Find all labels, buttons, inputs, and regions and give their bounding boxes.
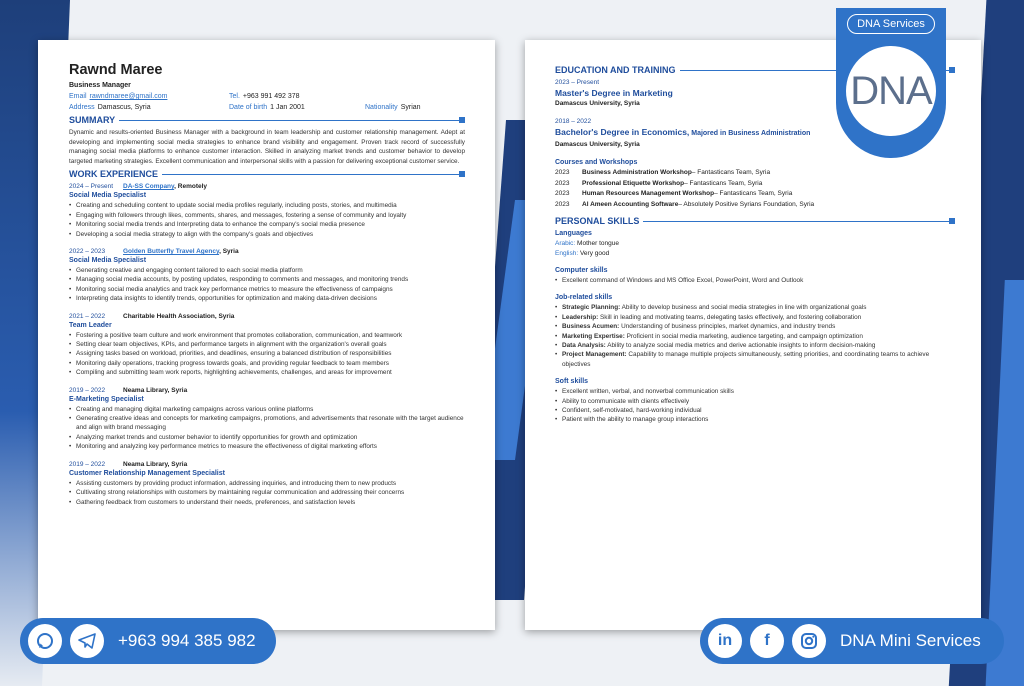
job-date: 2021 – 2022	[69, 312, 106, 320]
skill-key: Business Acumen:	[562, 323, 620, 331]
job-title: Customer Relationship Management Specialist	[69, 469, 225, 477]
course-org: – Absolutely Positive Syrians Foundation, Syria	[678, 200, 815, 208]
section-title: WORK EXPERIENCE	[69, 169, 159, 180]
job-date: 2022 – 2023	[69, 248, 106, 255]
telegram-icon[interactable]	[70, 624, 104, 658]
phone-number: +963 994 385 982	[118, 631, 256, 650]
list-item: • Monitoring social media analytics and track key performance metrics to measure the effectiveness of campaigns	[69, 285, 465, 294]
address-value: Damascus, Syria	[97, 104, 151, 111]
list-item: • Creating and managing digital marketing campaigns across various online platforms	[69, 405, 465, 414]
section-rule	[643, 221, 955, 222]
list-item	[555, 350, 955, 369]
list-item: • Excellent command of Windows and MS Office Excel, PowerPoint, Word and Outlook	[555, 276, 955, 285]
language-row	[555, 249, 955, 259]
languages-heading: Languages	[555, 230, 592, 237]
list-item	[555, 341, 955, 350]
list-item: • Patient with the ability to manage group interactions	[555, 415, 955, 424]
language-level: Mother tongue	[577, 240, 619, 247]
social-pill	[700, 618, 1004, 664]
nationality-value: Syrian	[400, 104, 421, 111]
course-year: 2023	[555, 200, 570, 208]
facebook-icon[interactable]: f	[750, 624, 784, 658]
mini-services-label: DNA Mini Services	[840, 631, 981, 650]
contact-row	[69, 104, 465, 111]
section-title: EDUCATION AND TRAINING	[555, 65, 676, 75]
list-item: • Generating creative ideas and concepts for marketing campaigns, promotions, and advertisements that resonate with the target audience and align with brand messaging	[69, 414, 465, 433]
skill-desc: Skill in leading and motivating teams, delegating tasks effectively, and fostering collaboration	[598, 313, 862, 321]
candidate-name: Rawnd Maree	[69, 62, 163, 78]
course-name: Human Resources Management Workshop	[582, 190, 715, 197]
dna-logo	[846, 46, 936, 136]
list-item: • Fostering a positive team culture and work environment that promotes collaboration, communication, and teamwork	[69, 331, 465, 340]
course-org: – Fantasticans Team, Syria	[691, 169, 771, 176]
edu-date: 2018 – 2022	[555, 118, 592, 125]
email-link[interactable]: rawndmaree@gmail.com	[89, 93, 168, 100]
job-title: E-Marketing Specialist	[69, 395, 144, 403]
section-rule	[162, 174, 465, 175]
list-item: • Assigning tasks based on workload, priorities, and deadlines, ensuring a balanced distribution of responsibilities	[69, 349, 465, 358]
job-entry	[69, 460, 465, 507]
candidate-role: Business Manager	[69, 82, 131, 89]
job-org-link[interactable]: DA-SS Company	[123, 183, 175, 191]
personal-skills-heading	[555, 216, 955, 226]
computer-skills-heading: Computer skills	[555, 267, 608, 274]
list-item: • Monitoring social media trends and Interpreting data to enhance the company's social media presence	[69, 220, 465, 229]
edu-degree: Bachelor's Degree in Economics,	[555, 127, 690, 137]
job-title: Team Leader	[69, 321, 112, 329]
job-date: 2024 – Present	[69, 183, 114, 191]
job-date: 2019 – 2022	[69, 460, 106, 468]
list-item: • Developing a social media strategy to align with the company's goals and objectives	[69, 230, 465, 239]
course-row	[555, 189, 955, 200]
list-item: • Gathering feedback from customers to understand their needs, preferences, and satisfaction levels	[69, 498, 465, 507]
job-org: Neama Library, Syria	[123, 386, 188, 394]
courses-heading: Courses and Workshops	[555, 159, 638, 166]
list-item: • Setting clear team objectives, KPIs, and performance targets in alignment with the organization's overall goals	[69, 340, 465, 349]
list-item: • Managing social media accounts, by posting updates, responding to comments and messages, and monitoring trends	[69, 275, 465, 284]
list-item: • Cultivating strong relationships with customers by maintaining regular communication and addressing their concerns	[69, 488, 465, 497]
list-item: • Confident, self-motivated, hard-working individual	[555, 406, 955, 415]
course-org: – Fantasticans Team, Syria	[684, 179, 763, 187]
list-item	[555, 303, 955, 312]
summary-text: Dynamic and results-oriented Business Manager with a background in team leadership and customer relationship management. Adept at developing and implementing social media strategies to enhance brand visibility and engagement. Proven track record of successfully managing social media platforms to enhance customer interaction. Skilled in analyzing market trends and customer behavior to develop targeted marketing strategies. Excellent communication and interpersonal skills with a passion for delivering exceptional customer service.	[69, 129, 465, 165]
language-level: Very good	[579, 249, 610, 257]
linkedin-icon[interactable]: in	[708, 624, 742, 658]
address-label: Address	[69, 104, 95, 111]
job-org: Charitable Health Association, Syria	[123, 312, 235, 320]
course-year: 2023	[555, 179, 570, 187]
job-org-link[interactable]: Golden Butterfly Travel Agency	[123, 248, 220, 255]
list-item: • Monitoring daily operations, tracking progress towards goals, and providing regular feedback to team members	[69, 359, 465, 368]
language-name: English:	[555, 249, 579, 257]
course-year: 2023	[555, 190, 570, 197]
dob-label: Date of birth	[229, 104, 268, 111]
soft-skills-heading: Soft skills	[555, 378, 589, 386]
course-name: Al Ameen Accounting Software	[582, 200, 679, 208]
section-title: SUMMARY	[69, 115, 116, 125]
job-date: 2019 – 2022	[69, 386, 106, 394]
skill-key: Project Management:	[562, 351, 627, 359]
job-org: Neama Library, Syria	[123, 460, 188, 468]
tel-value: +963 991 492 378	[242, 93, 300, 100]
skill-key: Data Analysis:	[562, 342, 606, 350]
edu-school: Damascus University, Syria	[555, 141, 640, 148]
language-row	[555, 239, 955, 249]
section-rule	[119, 120, 465, 121]
edu-school: Damascus University, Syria	[555, 100, 640, 107]
skill-desc: Proficient in social media marketing, audience targeting, and campaign optimization	[624, 332, 863, 340]
list-item: • Engaging with followers through likes, comments, shares, and messages, fostering a sense of community and loyalty	[69, 211, 465, 220]
list-item: • Assisting customers by providing product information, addressing inquiries, and introducing them to new products	[69, 479, 465, 488]
course-name: Business Administration Workshop	[582, 169, 692, 176]
skill-desc: Ability to develop business and social media strategies in line with organizational goals	[620, 304, 867, 312]
work-heading	[69, 169, 465, 179]
job-org-suffix: , Syria	[219, 248, 239, 255]
job-title: Social Media Specialist	[69, 257, 147, 264]
list-item: • Interpreting data insights to identify trends, opportunities for optimization and making data-driven decisions	[69, 294, 465, 303]
skill-desc: Ability to analyze social media metrics and derive actionable insights to inform decision-making	[605, 342, 876, 350]
dna-logo-text: DNA	[850, 68, 932, 113]
whatsapp-icon[interactable]	[28, 624, 62, 658]
list-item	[555, 322, 955, 331]
job-org-suffix: , Remotely	[174, 183, 208, 191]
skill-key: Leadership:	[562, 313, 599, 321]
job-skills-heading: Job-related skills	[555, 294, 613, 302]
email-label: Email	[69, 93, 87, 100]
skill-desc: Understanding of business principles, market dynamics, and industry trends	[619, 323, 836, 331]
language-name: Arabic:	[555, 240, 576, 247]
course-row	[555, 179, 955, 190]
list-item: • Excellent written, verbal, and nonverbal communication skills	[555, 387, 955, 396]
edu-date: 2023 – Present	[555, 79, 600, 86]
list-item: • Analyzing market trends and customer behavior to identify opportunities for growth and optimization	[69, 433, 465, 442]
course-row	[555, 168, 955, 179]
list-item: • Creating and scheduling content to update social media profiles regularly, including posts, stories, and multimedia	[69, 201, 465, 210]
list-item	[555, 332, 955, 341]
job-entry	[69, 312, 465, 378]
job-entry	[69, 182, 465, 239]
course-year: 2023	[555, 169, 570, 176]
contact-pill	[20, 618, 276, 664]
job-entry	[69, 247, 465, 304]
edu-degree: Master's Degree in Marketing	[555, 88, 673, 98]
course-name: Professional Etiquette Workshop	[582, 179, 685, 187]
edu-major: Majored in Business Administration	[689, 130, 811, 137]
course-org: – Fantasticans Team, Syria	[714, 190, 793, 197]
course-row	[555, 200, 955, 211]
resume-page-1	[38, 40, 495, 630]
skill-desc: Capability to manage multiple projects simultaneously, setting priorities, and coordinating teams to achieve objectives	[562, 351, 930, 368]
list-item: • Generating creative and engaging content tailored to each social media platform	[69, 266, 465, 275]
list-item: • Ability to communicate with clients effectively	[555, 397, 955, 406]
skill-key: Strategic Planning:	[562, 304, 621, 312]
job-title: Social Media Specialist	[69, 192, 147, 200]
tel-label: Tel.	[229, 93, 240, 100]
nationality-label: Nationality	[365, 104, 398, 111]
summary-heading	[69, 115, 465, 125]
list-item: • Compiling and submitting team work reports, highlighting achievements, challenges, and areas for improvement	[69, 368, 465, 377]
job-entry	[69, 386, 465, 452]
dob-value: 1 Jan 2001	[270, 104, 305, 111]
contact-row	[69, 93, 465, 100]
dna-services-tag: DNA Services	[847, 14, 935, 34]
instagram-icon[interactable]	[792, 624, 826, 658]
section-title: PERSONAL SKILLS	[555, 216, 640, 226]
list-item: • Monitoring and analyzing key performance metrics to measure the effectiveness of digital marketing efforts	[69, 442, 465, 451]
skill-key: Marketing Expertise:	[562, 332, 625, 340]
list-item	[555, 313, 955, 322]
